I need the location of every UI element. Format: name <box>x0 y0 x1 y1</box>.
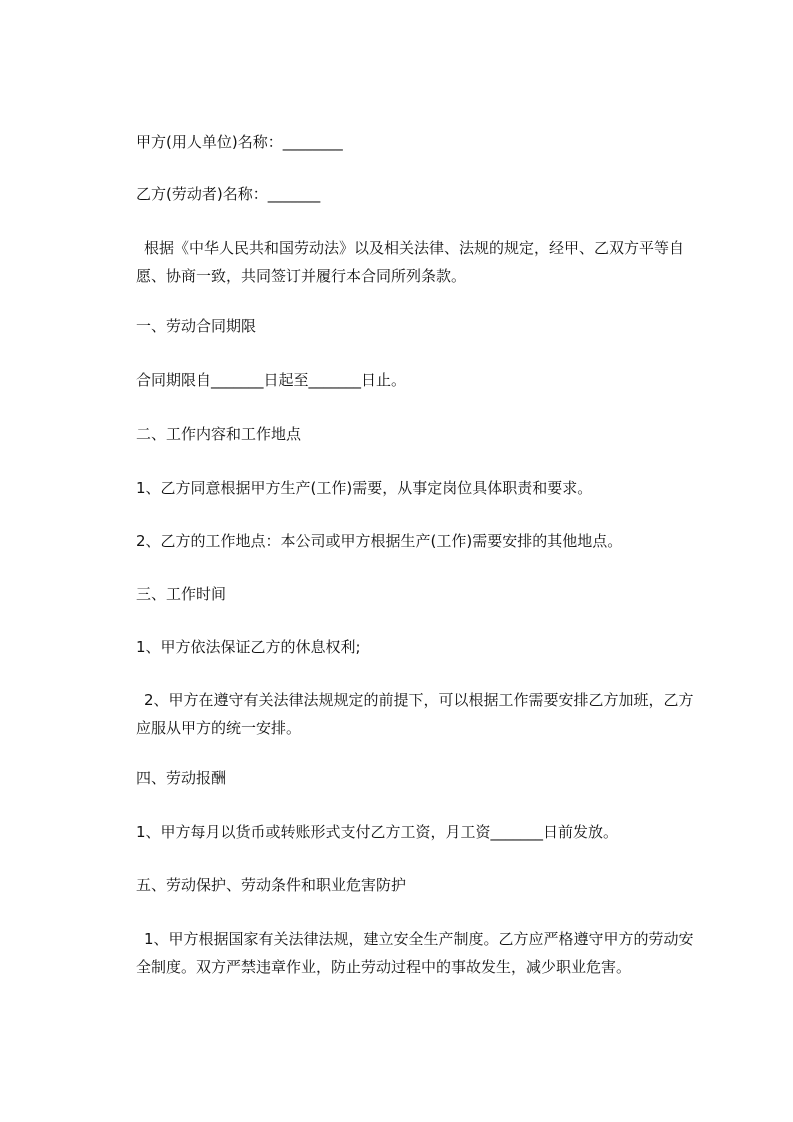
section-5-title: 五、劳动保护、劳动条件和职业危害防护 <box>136 876 407 894</box>
party-b-name-line: 乙方(劳动者)名称：_______ <box>136 185 321 203</box>
section-2-paragraph-2: 2、乙方的工作地点：本公司或甲方根据生产(工作)需要安排的其他地点。 <box>136 532 623 550</box>
section-1-title: 一、劳动合同期限 <box>136 317 257 335</box>
section-3-title: 三、工作时间 <box>136 585 227 603</box>
party-a-name-line: 甲方(用人单位)名称：________ <box>136 133 343 151</box>
section-4-paragraph-1: 1、甲方每月以货币或转账形式支付乙方工资，月工资_______日前发放。 <box>136 823 619 841</box>
section-1-paragraph-1: 合同期限自_______日起至_______日止。 <box>136 371 407 389</box>
section-3-paragraph-1: 1、甲方依法保证乙方的休息权利; <box>136 638 361 656</box>
section-2-title: 二、工作内容和工作地点 <box>136 425 302 443</box>
section-5-paragraph-1: 1、甲方根据国家有关法律法规，建立安全生产制度。乙方应严格遵守甲方的劳动安全制度。双方严禁违章作业，防止劳动过程中的事故发生，减少职业危害。 <box>136 930 694 976</box>
section-2-paragraph-1: 1、乙方同意根据甲方生产(工作)需要，从事定岗位具体职责和要求。 <box>136 479 593 497</box>
section-3-paragraph-2: 2、甲方在遵守有关法律法规规定的前提下，可以根据工作需要安排乙方加班，乙方应服从甲方的统一安排。 <box>136 691 694 737</box>
section-4-title: 四、劳动报酬 <box>136 769 227 787</box>
intro-paragraph: 根据《中华人民共和国劳动法》以及相关法律、法规的规定，经甲、乙双方平等自愿、协商一致，共同签订并履行本合同所列条款。 <box>136 239 685 285</box>
